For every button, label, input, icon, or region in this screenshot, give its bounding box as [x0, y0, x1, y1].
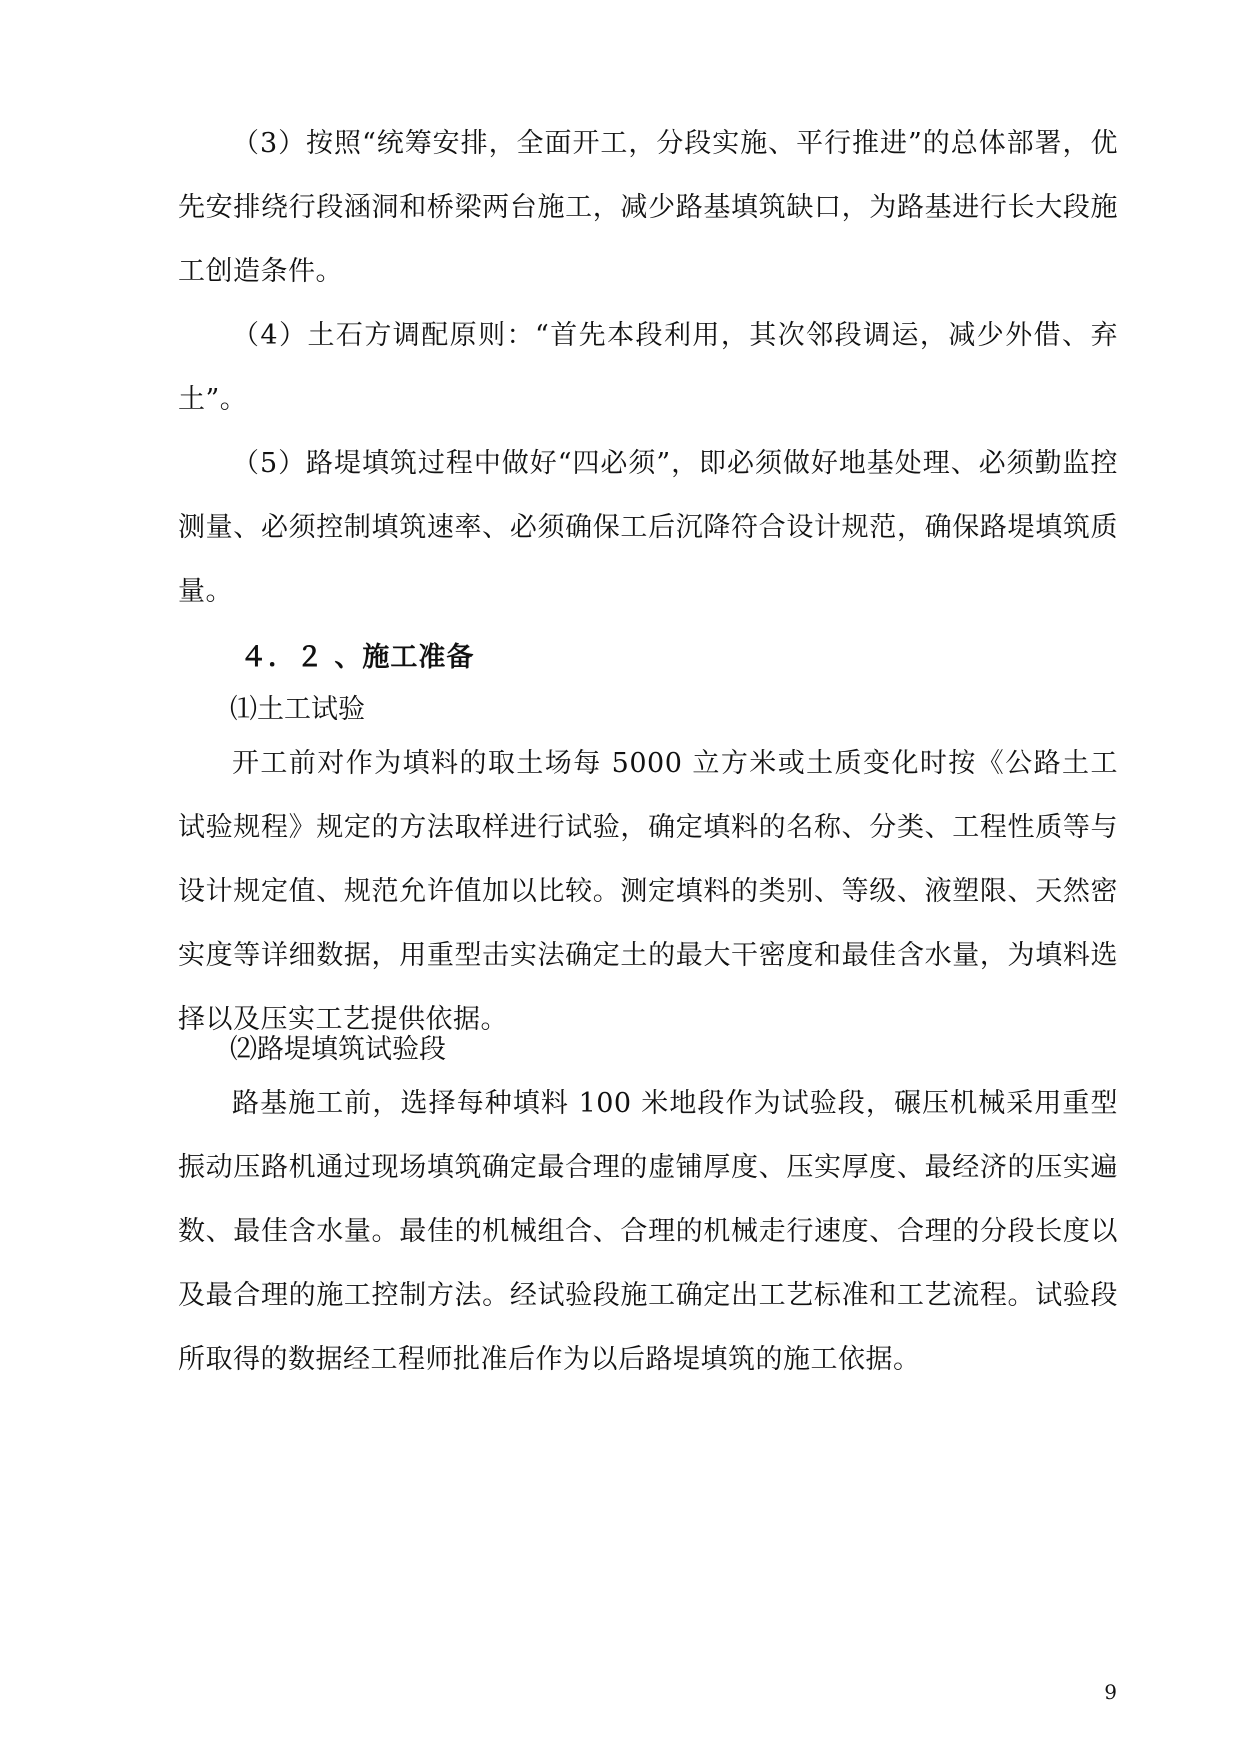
- paragraph-item-5: （5）路堤填筑过程中做好“四必须”，即必须做好地基处理、必须勤监控测量、必须控制填筑速率、必须确保工后沉降符合设计规范，确保路堤填筑质量。: [178, 448, 1118, 607]
- paragraph-soil-test: 开工前对作为填料的取土场每 5000 立方米或土质变化时按《公路土工试验规程》规定的方法取样进行试验，确定填料的名称、分类、工程性质等与设计规定值、规范允许值加以比较。测定填料的类别、等级、液塑限、天然密实度等详细数据，用重型击实法确定土的最大干密度和最佳含水量，为填料选择以及压实工艺提供依据。: [178, 748, 1118, 1035]
- paragraph-test-section: 路基施工前，选择每种填料 100 米地段作为试验段，碾压机械采用重型振动压路机通过现场填筑确定最合理的虚铺厚度、压实厚度、最经济的压实遍数、最佳含水量。最佳的机械组合、合理的机械走行速度、合理的分段长度以及最合理的施工控制方法。经试验段施工确定出工艺标准和工艺流程。试验段所取得的数据经工程师批准后作为以后路堤填筑的施工依据。: [178, 1088, 1118, 1375]
- paragraph-item-3: （3）按照“统筹安排，全面开工，分段实施、平行推进”的总体部署，优先安排绕行段涵洞和桥梁两台施工，减少路基填筑缺口，为路基进行长大段施工创造条件。: [178, 128, 1118, 287]
- subsection-title-test-section: ⑵路堤填筑试验段: [230, 1034, 446, 1065]
- page-number: 9: [1104, 1680, 1117, 1704]
- subsection-title-soil-test: ⑴土工试验: [230, 694, 365, 725]
- paragraph-item-4: （4）土石方调配原则：“首先本段利用，其次邻段调运，减少外借、弃土”。: [178, 320, 1118, 415]
- section-heading: ４．２ 、施工准备: [240, 642, 475, 673]
